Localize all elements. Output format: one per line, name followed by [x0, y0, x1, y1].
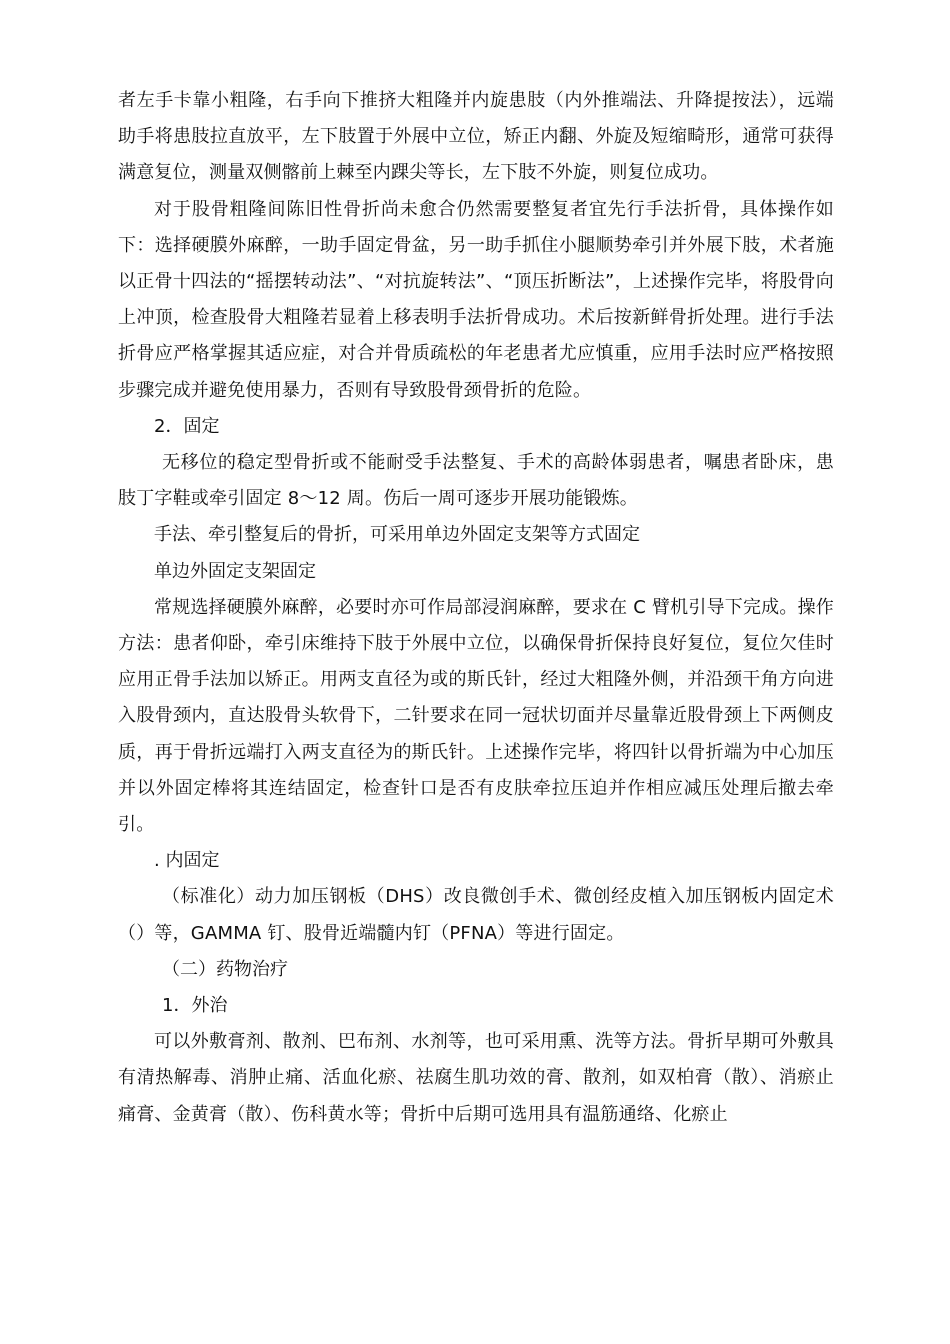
- section-heading-fixation: 2．固定: [154, 415, 220, 437]
- paragraph-internal-fixation: （标准化）动力加压钢板（DHS）改良微创手术、微创经皮植入加压钢板内固定术（）等，GAMMA 钉、股骨近端髓内钉（PFNA）等进行固定。: [118, 886, 834, 944]
- paragraph-old-fracture: 对于股骨粗隆间陈旧性骨折尚未愈合仍然需要整复者宜先行手法折骨，具体操作如下：选择硬膜外麻醉，一助手固定骨盆，另一助手抓住小腿顺势牵引并外展下肢，术者施以正骨十四法的“摇摆转动法”、“对抗旋转法”、“顶压折断法”，上述操作完毕，将股骨向上冲顶，检查股骨大粗隆若显着上移表明手法折骨成功。术后按新鲜骨折处理。进行手法折骨应严格掌握其适应症，对合并骨质疏松的年老患者尤应慎重，应用手法时应严格按照步骤完成并避免使用暴力，否则有导致股骨颈骨折的危险。: [118, 198, 834, 401]
- subheading-external-fixator: 单边外固定支架固定: [154, 560, 316, 582]
- paragraph-reduction-method: 者左手卡靠小粗隆，右手向下推挤大粗隆并内旋患肢（内外推端法、升降提按法），远端助手将患肢拉直放平，左下肢置于外展中立位，矫正内翻、外旋及短缩畸形，通常可获得满意复位，测量双侧髂前上棘至内踝尖等长，左下肢不外旋，则复位成功。: [118, 90, 834, 184]
- document-body: [118, 83, 834, 1133]
- section-heading-drug-therapy: （二）药物治疗: [162, 958, 288, 980]
- paragraph-stable-fracture: 无移位的稳定型骨折或不能耐受手法整复、手术的高龄体弱患者，嘱患者卧床，患肢丁字鞋或牵引固定 8～12 周。伤后一周可逐步开展功能锻炼。: [118, 452, 834, 510]
- paragraph-external-treatment: 可以外敷膏剂、散剂、巴布剂、水剂等，也可采用熏、洗等方法。骨折早期可外敷具有清热解毒、消肿止痛、活血化瘀、祛腐生肌功效的膏、散剂，如双柏膏（散）、消瘀止痛膏、金黄膏（散）、伤科黄水等；骨折中后期可选用具有温筋通络、化瘀止: [118, 1031, 834, 1125]
- section-heading-internal-fixation: . 内固定: [154, 850, 220, 872]
- paragraph-external-fixation-intro: 手法、牵引整复后的骨折，可采用单边外固定支架等方式固定: [154, 524, 640, 546]
- paragraph-fixator-procedure: 常规选择硬膜外麻醉，必要时亦可作局部浸润麻醉，要求在 C 臂机引导下完成。操作方法：患者仰卧，牵引床维持下肢于外展中立位，以确保骨折保持良好复位，复位欠佳时应用正骨手法加以矫正。用两支直径为或的斯氏针，经过大粗隆外侧，并沿颈干角方向进入股骨颈内，直达股骨头软骨下，二针要求在同一冠状切面并尽量靠近股骨颈上下两侧皮质，再于骨折远端打入两支直径为的斯氏针。上述操作完毕，将四针以骨折端为中心加压并以外固定棒将其连结固定，检查针口是否有皮肤牵拉压迫并作相应减压处理后撤去牵引。: [118, 596, 834, 836]
- subheading-external-treatment: 1．外治: [162, 995, 228, 1017]
